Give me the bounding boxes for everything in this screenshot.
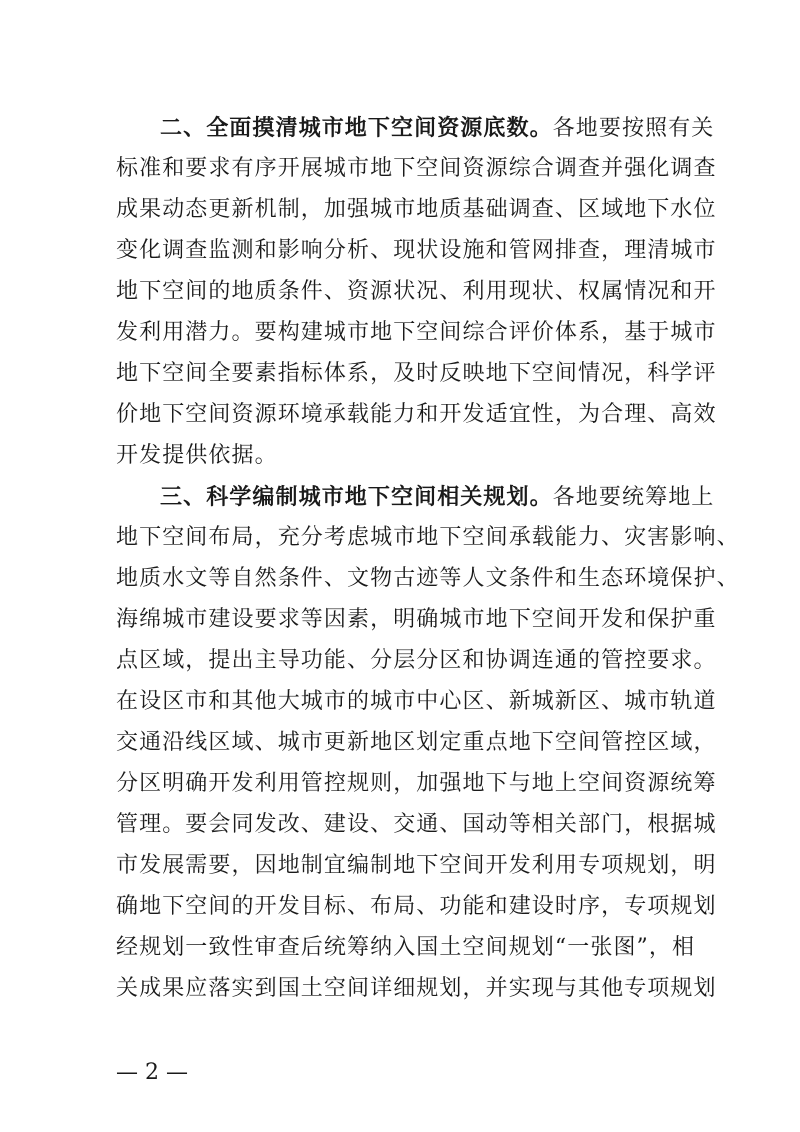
section3-line-9: 市发展需要，因地制宜编制地下空间开发利用专项规划，明	[116, 853, 717, 878]
section2-line-7: 价地下空间资源环境承载能力和开发适宜性，为合理、高效	[116, 402, 717, 427]
section3-first-line	[160, 477, 715, 517]
section3-line-8: 管理。要会同发改、建设、交通、国动等相关部门，根据城	[116, 812, 717, 837]
section2-line-3: 变化调查监测和影响分析、现状设施和管网排查，理清城市	[116, 238, 717, 263]
section3-line-7: 分区明确开发利用管控规则，加强地下与地上空间资源统筹	[116, 771, 717, 796]
section3-line-1: 地下空间布局，充分考虑城市地下空间承载能力、灾害影响、	[116, 525, 740, 550]
section3-line-11: 经规划一致性审查后统筹纳入国土空间规划“一张图”，相	[116, 935, 696, 960]
section2-line-5: 发利用潜力。要构建城市地下空间综合评价体系，基于城市	[116, 320, 717, 345]
section3-line-12: 关成果应落实到国土空间详细规划，并实现与其他专项规划	[116, 976, 717, 1001]
page-number: — 2 —	[116, 1060, 188, 1085]
section2-line-2: 成果动态更新机制，加强城市地质基础调查、区域地下水位	[116, 197, 717, 222]
section2-line-0: 各地要按照有关	[552, 116, 715, 141]
section2-first-line	[160, 108, 715, 148]
section3-line-2: 地质水文等自然条件、文物古迹等人文条件和生态环境保护、	[116, 566, 740, 591]
section2-heading: 二、全面摸清城市地下空间资源底数。	[160, 115, 553, 141]
section3-line-6: 交通沿线区域、城市更新地区划定重点地下空间管控区域，	[116, 730, 717, 755]
section3-line-0: 各地要统筹地上	[552, 485, 715, 510]
section2-line-8: 开发提供依据。	[116, 443, 278, 468]
section3-line-5: 在设区市和其他大城市的城市中心区、新城新区、城市轨道	[116, 689, 717, 714]
section3-line-4: 点区域，提出主导功能、分层分区和协调连通的管控要求。	[116, 648, 717, 673]
section3-line-10: 确地下空间的开发目标、布局、功能和建设时序，专项规划	[116, 894, 717, 919]
section2-line-4: 地下空间的地质条件、资源状况、利用现状、权属情况和开	[116, 279, 717, 304]
section3-line-3: 海绵城市建设要求等因素，明确城市地下空间开发和保护重	[116, 607, 717, 632]
section3-heading: 三、科学编制城市地下空间相关规划。	[160, 484, 553, 510]
section2-line-6: 地下空间全要素指标体系，及时反映地下空间情况，科学评	[116, 361, 717, 386]
section2-line-1: 标准和要求有序开展城市地下空间资源综合调查并强化调查	[116, 156, 717, 181]
